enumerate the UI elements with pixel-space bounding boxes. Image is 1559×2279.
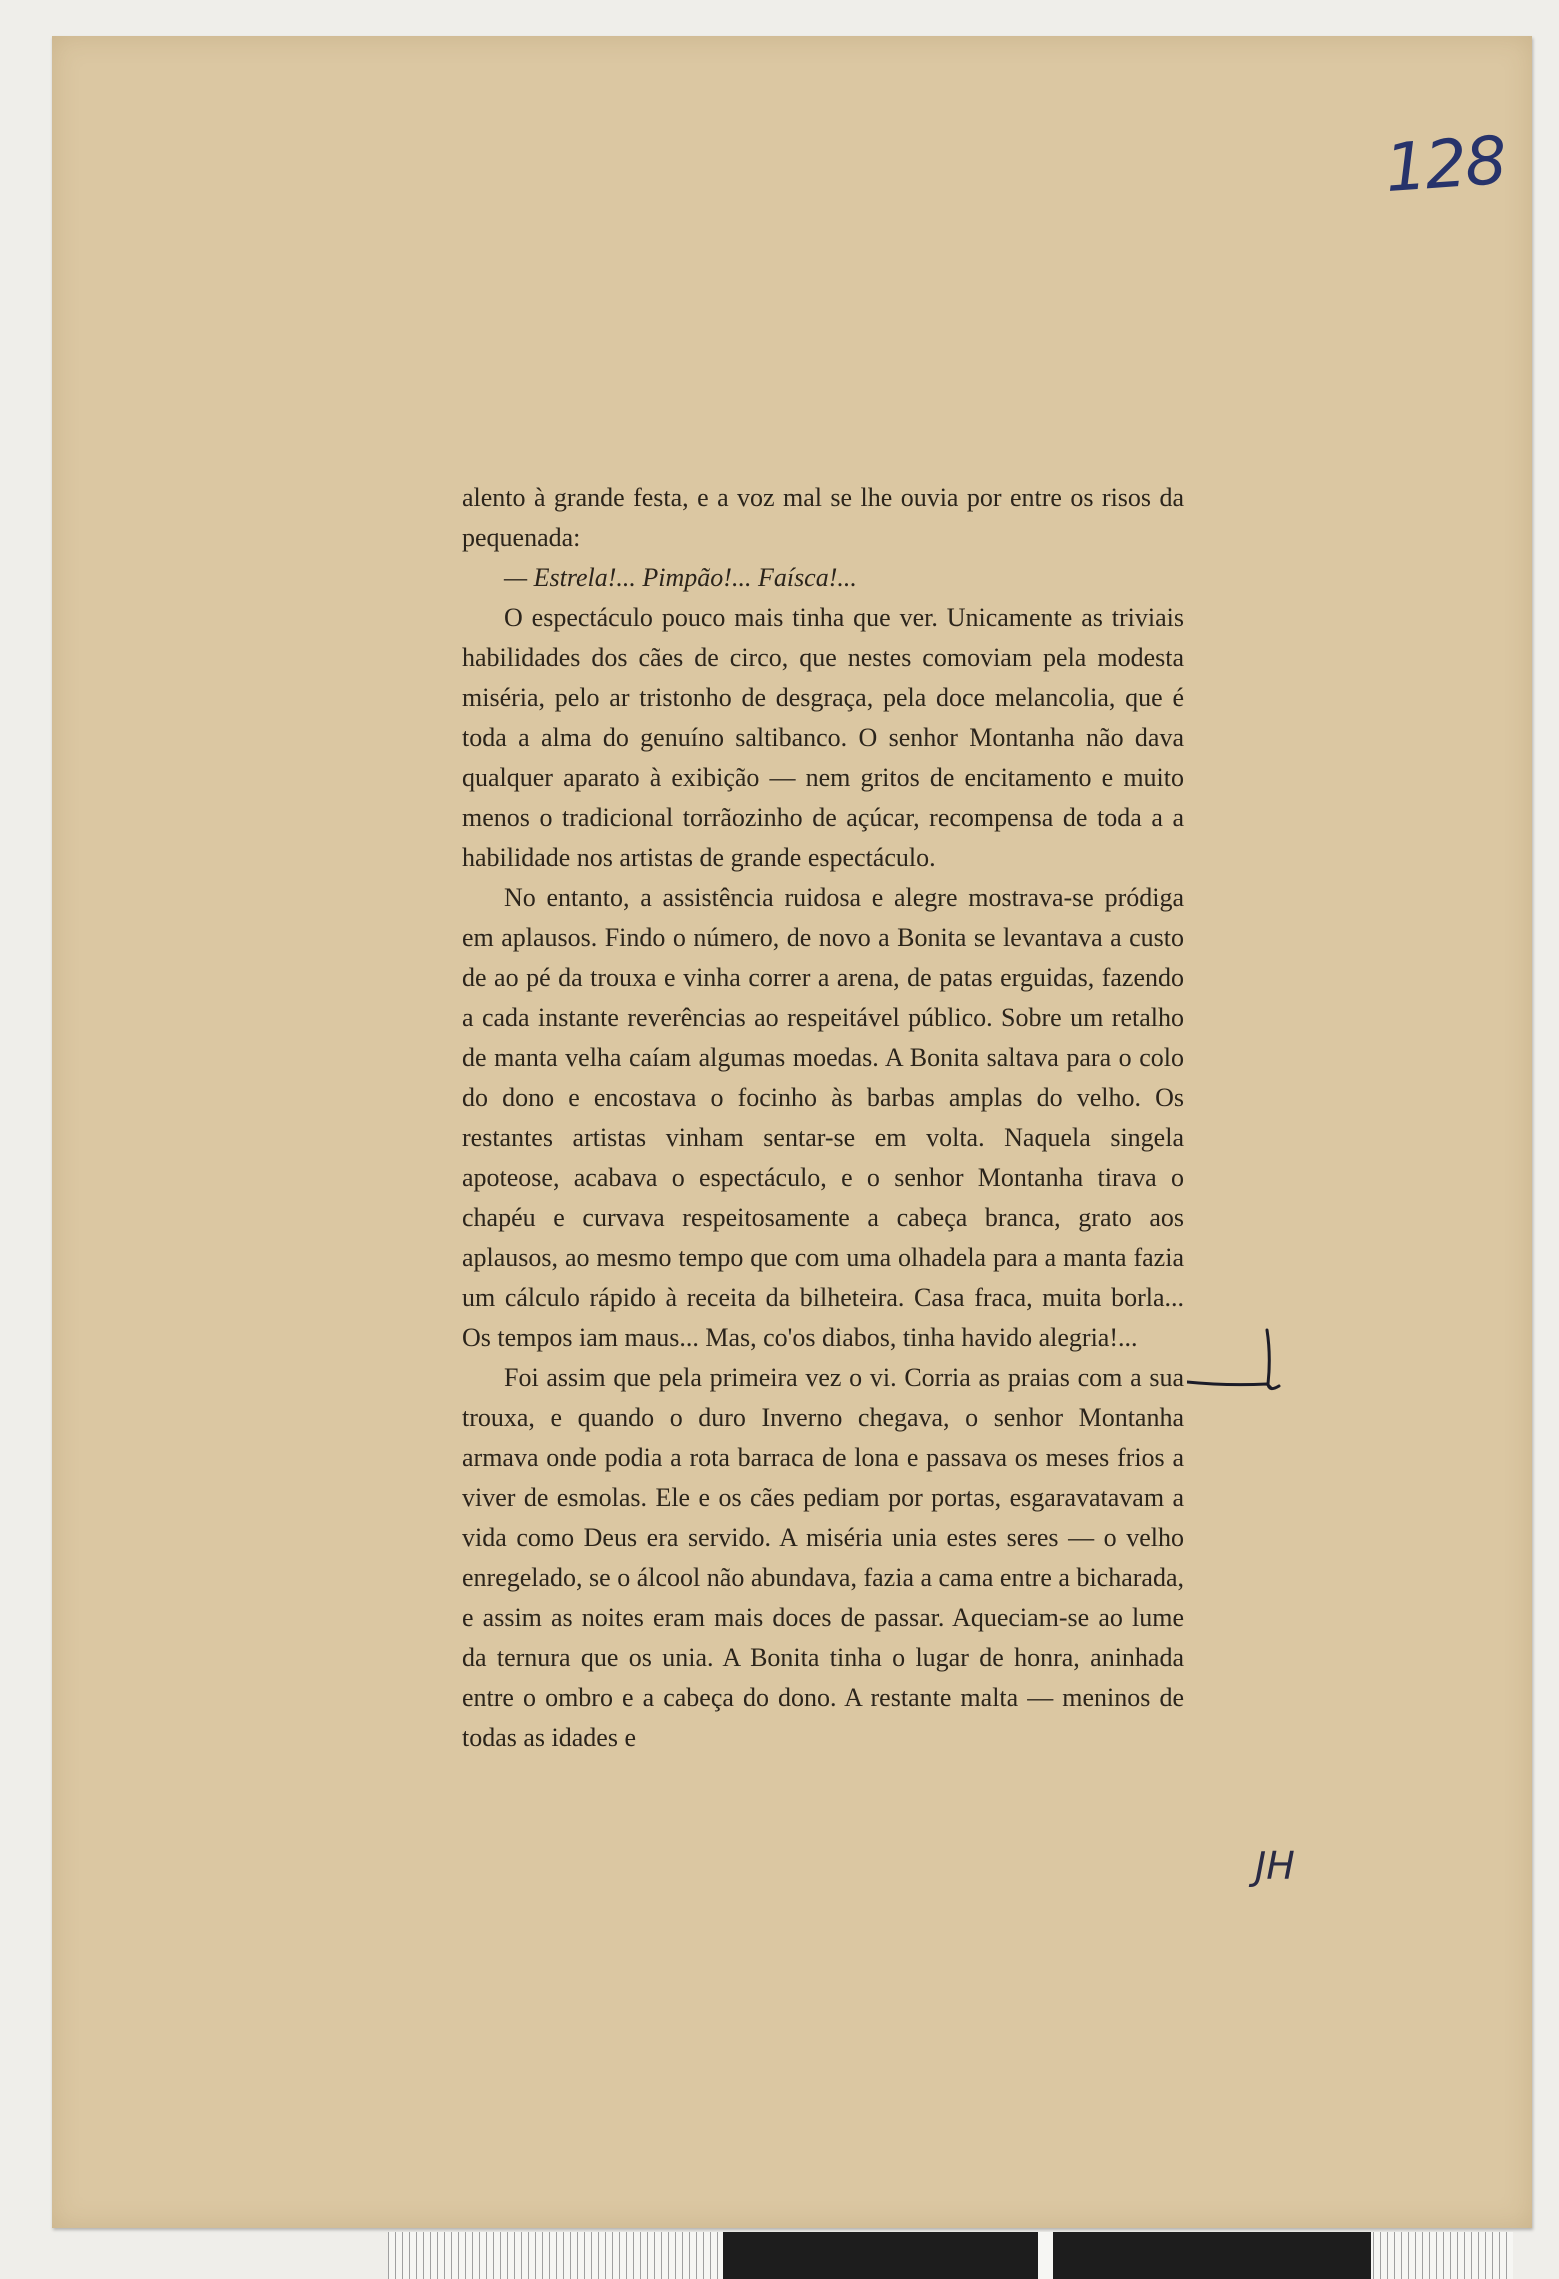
paragraph-dog-names: — Estrela!... Pimpão!... Faísca!... <box>504 563 857 592</box>
document-page <box>52 36 1532 2228</box>
paragraph-first-time: Foi assim que pela primeira vez o vi. Corria as praias com a sua trouxa, e quando o duro Inverno chegava, o senhor Montanha armava onde podia a rota barraca de lona e passava os meses frios a viver de esmolas. Ele e os cães pediam por portas, esgaravatavam a vida como Deus era servido. A miséria unia estes seres — o velho enregelado, se o álcool não abundava, fazia a cama entre a bicharada, e assim as noites eram mais doces de passar. Aqueciam-se ao lume da ternura que os unia. A Bonita tinha o lugar de honra, aninhada entre o ombro e a cabeça do dono. A restante malta — meninos de todas as idades e <box>462 1363 1184 1752</box>
handwritten-bracket-mark-icon <box>1187 1326 1287 1416</box>
paragraph-continuation: alento à grande festa, e a voz mal se lhe ouvia por entre os risos da pequenada: <box>462 483 1184 552</box>
body-text <box>462 478 1184 1758</box>
ruler-block-black <box>723 2232 1038 2279</box>
handwritten-page-number: 128 <box>1382 121 1508 208</box>
ruler-ticks-left <box>388 2232 718 2279</box>
paragraph-spectacle: O espectáculo pouco mais tinha que ver. Unicamente as triviais habilidades dos cães de circo, que nestes comoviam pela modesta miséria, pelo ar tristonho de desgraça, pela doce melancolia, que é toda a alma do genuíno saltibanco. O senhor Montanha não dava qualquer aparato à exibição — nem gritos de encitamento e muito menos o tradicional torrãozinho de açúcar, recompensa de toda a a habilidade nos artistas de grande espectáculo. <box>462 603 1184 872</box>
ruler-ticks-right <box>1373 2232 1513 2279</box>
scale-ruler <box>388 2232 1513 2279</box>
ruler-block-black <box>1053 2232 1371 2279</box>
handwritten-initials: JH <box>1255 1844 1295 1888</box>
paragraph-applause: No entanto, a assistência ruidosa e alegre mostrava-se pródiga em aplausos. Findo o número, de novo a Bonita se levantava a custo de ao pé da trouxa e vinha correr a arena, de patas erguidas, fazendo a cada instante reverências ao respeitável público. Sobre um retalho de manta velha caíam algumas moedas. A Bonita saltava para o colo do dono e encostava o focinho às barbas amplas do velho. Os restantes artistas vinham sentar-se em volta. Naquela singela apoteose, acabava o espectáculo, e o senhor Montanha tirava o chapéu e curvava respeitosamente a cabeça branca, grato aos aplausos, ao mesmo tempo que com uma olhadela para a manta fazia um cálculo rápido à receita da bilheteira. Casa fraca, muita borla... Os tempos iam maus... Mas, co'os diabos, tinha havido alegria!... <box>462 883 1184 1352</box>
